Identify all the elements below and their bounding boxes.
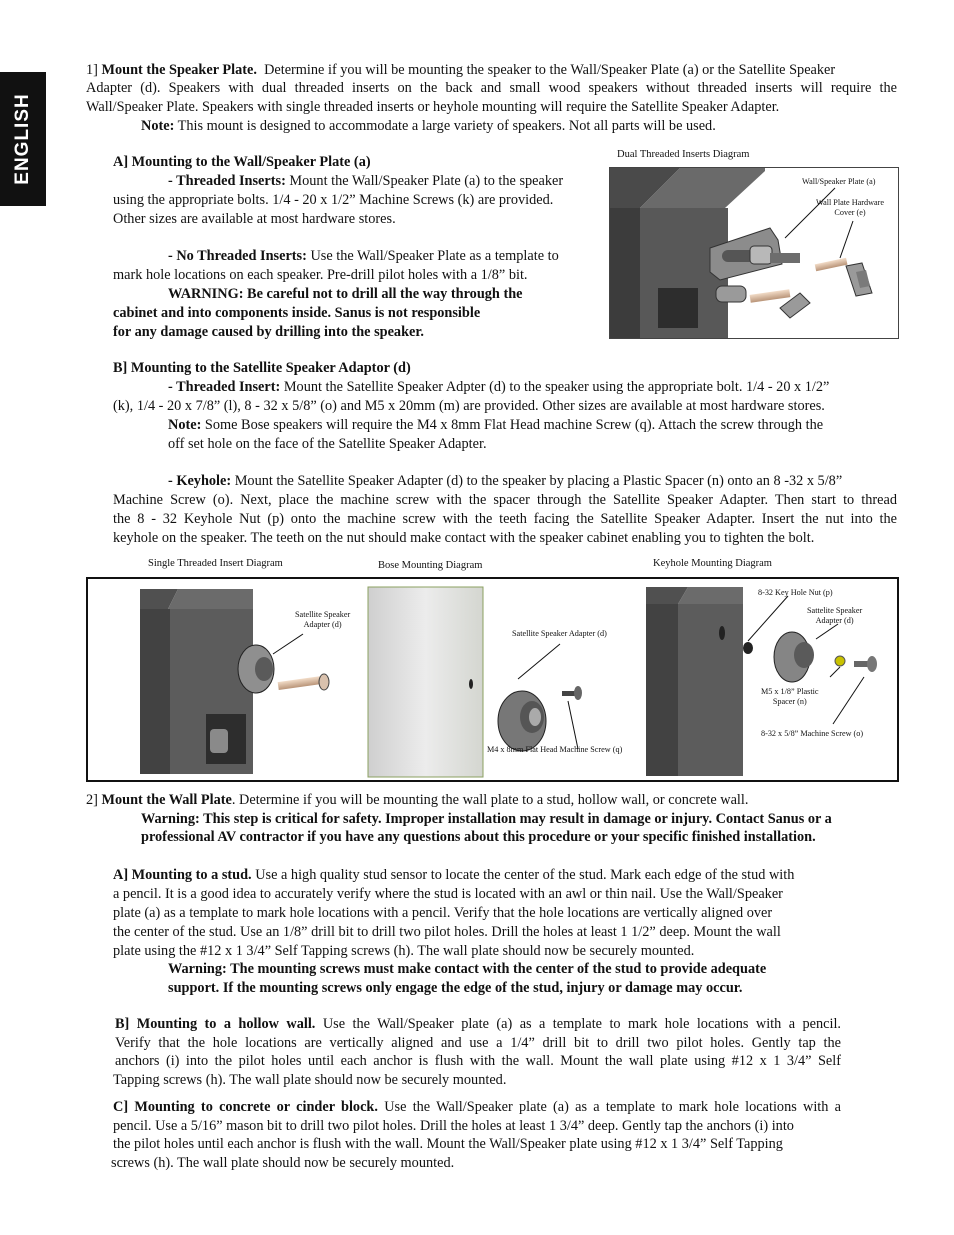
step1-a-threaded: - Threaded Inserts: Mount the Wall/Speaker Plate (a) to the speaker xyxy=(168,173,564,189)
single-label-adapter: Satellite Speaker Adapter (d) xyxy=(295,610,351,629)
keyhole-diagram-title: Keyhole Mounting Diagram xyxy=(653,558,772,569)
language-tab-label: ENGLISH xyxy=(12,93,33,185)
step2-b-line3: anchors (i) into the pilot holes until each anchor is flush with the wall. Mount the wall plate using #12 x 1 3/4” Self xyxy=(115,1053,841,1069)
step2-a-line1: A] Mounting to a stud. Use a high quality stud sensor to locate the center of the stud. Mark each edge of the stud with xyxy=(113,867,795,883)
step1-intro-line2: Adapter (d). Speakers with dual threaded inserts on the back and small wood speakers without threaded inserts will require the xyxy=(86,80,897,96)
bose-label-adapter: Satellite Speaker Adapter (d) xyxy=(512,629,607,638)
keyhole-label-screw: 8-32 x 5/8” Machine Screw (o) xyxy=(761,729,864,738)
dual-leader-lines xyxy=(610,168,898,338)
step1-b-keyhole-line4: keyhole on the speaker. The teeth on the nut should make contact with the speaker cabinet enabling you to tighten the bolt. xyxy=(113,530,815,546)
step2-warning-line2: professional AV contractor if you have any questions about this procedure or your specific finished installation. xyxy=(141,829,816,845)
keyhole-label-spacer: M5 x 1/8” Plastic Spacer (n) xyxy=(761,687,819,706)
step1-note: Note: This mount is designed to accommodate a large variety of speakers. Not all parts will be used. xyxy=(141,118,716,134)
step1-b-keyhole: - Keyhole: Mount the Satellite Speaker Adapter (d) to the speaker by placing a Plastic Spacer (n) onto an 8 -32 x 5/8” xyxy=(168,473,843,489)
step1-b-note-line2: off set hole on the face of the Satellite Speaker Adapter. xyxy=(168,436,487,452)
step1-intro-line1: 1] Mount the Speaker Plate. Determine if you will be mounting the speaker to the Wall/Speaker Plate (a) or the Satellite Speaker xyxy=(86,62,836,78)
step1-a-nothreaded-line2: mark hole locations on each speaker. Pre-drill pilot holes with a 1/8” bit. xyxy=(113,267,528,283)
step1-a-threaded-line2: using the appropriate bolts. 1/4 - 20 x 1/2” Machine Screws (k) are provided. xyxy=(113,192,554,208)
dual-label-plate: Wall/Speaker Plate (a) xyxy=(802,177,876,186)
step2-b-line1: B] Mounting to a hollow wall. Use the Wall/Speaker plate (a) as a template to mark hole locations with a pencil. xyxy=(115,1016,841,1032)
step2-b-line4: Tapping screws (h). The wall plate should now be securely mounted. xyxy=(113,1072,507,1088)
step1-a-warning-line3: for any damage caused by drilling into the speaker. xyxy=(113,324,424,340)
step2-a-warning-line2: support. If the mounting screws only engage the edge of the stud, injury or damage may occur. xyxy=(168,980,743,996)
keyhole-label-nut: 8-32 Key Hole Nut (p) xyxy=(758,588,833,597)
step1-a-warning-line2: cabinet and into components inside. Sanus is not responsible xyxy=(113,305,481,321)
step2-a-line4: the center of the stud. Use an 1/8” drill bit to drill two pilot holes. Drill the holes at least 1 1/2” deep. Mount the wall xyxy=(113,924,781,940)
step1-b-keyhole-line2: Machine Screw (o). Next, place the machine screw with the spacer through the Satellite Speaker Adapter. Then start to thread xyxy=(113,492,897,508)
step1-b-threaded: - Threaded Insert: Mount the Satellite Speaker Adpter (d) to the speaker using the appropriate bolt. 1/4 - 20 x 1/2” xyxy=(168,379,830,395)
step1-b-heading: B] Mounting to the Satellite Speaker Adaptor (d) xyxy=(113,360,411,376)
keyhole-label-adapter: Sattelite Speaker Adapter (d) xyxy=(807,606,863,625)
step1-b-note: Note: Some Bose speakers will require the M4 x 8mm Flat Head machine Screw (q). Attach the screw through the xyxy=(168,417,824,433)
step1-a-warning-line1: WARNING: Be careful not to drill all the way through the xyxy=(168,286,523,302)
step1-a-threaded-line3: Other sizes are available at most hardware stores. xyxy=(113,211,396,227)
dual-diagram-title: Dual Threaded Inserts Diagram xyxy=(617,149,750,160)
step1-a-nothreaded: - No Threaded Inserts: Use the Wall/Speaker Plate as a template to xyxy=(168,248,559,264)
step2-intro: 2] Mount the Wall Plate. Determine if you will be mounting the wall plate to a stud, hollow wall, or concrete wall. xyxy=(86,792,749,808)
bose-label-screw: M4 x 8mm Flat Head Machine Screw (q) xyxy=(487,745,623,754)
step2-c-line1: C] Mounting to concrete or cinder block. Use the Wall/Speaker plate (a) as a template to mark hole locations with a xyxy=(113,1099,842,1115)
step2-c-line2: pencil. Use a 5/16” mason bit to drill two pilot holes. Drill the holes at least 1 3/4” deep. Gently tap the anchors (i) into xyxy=(113,1118,794,1134)
mounting-diagrams-row xyxy=(86,577,899,782)
step2-a-line3: plate (a) as a template to mark hole locations with a pencil. Verify that the hole locations are vertically aligned over xyxy=(113,905,773,921)
step1-b-keyhole-line3: the 8 - 32 Keyhole Nut (p) onto the machine screw with the teeth facing the Satellite Speaker Adapter. Insert the nut into the xyxy=(113,511,897,527)
single-diagram-title: Single Threaded Insert Diagram xyxy=(148,558,283,569)
bose-diagram-title: Bose Mounting Diagram xyxy=(378,560,483,571)
step2-c-line4: screws (h). The wall plate should now be securely mounted. xyxy=(111,1155,455,1171)
step2-a-line5: plate using the #12 x 1 3/4” Self Tapping screws (h). The wall plate should now be securely mounted. xyxy=(113,943,695,959)
step2-b-line2: Verify that the hole locations are vertically aligned and use a 1/4” drill bit to drill two pilot holes. Gently tap the xyxy=(115,1035,841,1051)
step2-a-warning-line1: Warning: The mounting screws must make contact with the center of the stud to provide adequate xyxy=(168,961,767,977)
dual-label-cover: Wall Plate Hardware Cover (e) xyxy=(816,198,884,217)
dual-threaded-diagram xyxy=(609,167,899,339)
step2-c-line3: the pilot holes until each anchor is flush with the wall. Mount the Wall/Speaker plate using #12 x 1 3/4” Self Tapping xyxy=(113,1136,783,1152)
step2-a-line2: a pencil. It is a good idea to accurately verify where the stud is located with an awl or thin nail. Use the Wall/Speaker xyxy=(113,886,783,902)
step2-warning-line1: Warning: This step is critical for safety. Improper installation may result in damage or injury. Contact Sanus or a xyxy=(141,811,832,827)
step1-b-threaded-line2: (k), 1/4 - 20 x 7/8” (l), 8 - 32 x 5/8” (o) and M5 x 20mm (m) are provided. Other sizes are available at most hardware stores. xyxy=(113,398,825,414)
step1-intro-line3: Wall/Speaker Plate. Speakers with single threaded inserts or heyhole mounting will require the Satellite Speaker Adapter. xyxy=(86,99,780,115)
step1-a-heading: A] Mounting to the Wall/Speaker Plate (a) xyxy=(113,154,371,170)
language-tab xyxy=(0,72,46,206)
